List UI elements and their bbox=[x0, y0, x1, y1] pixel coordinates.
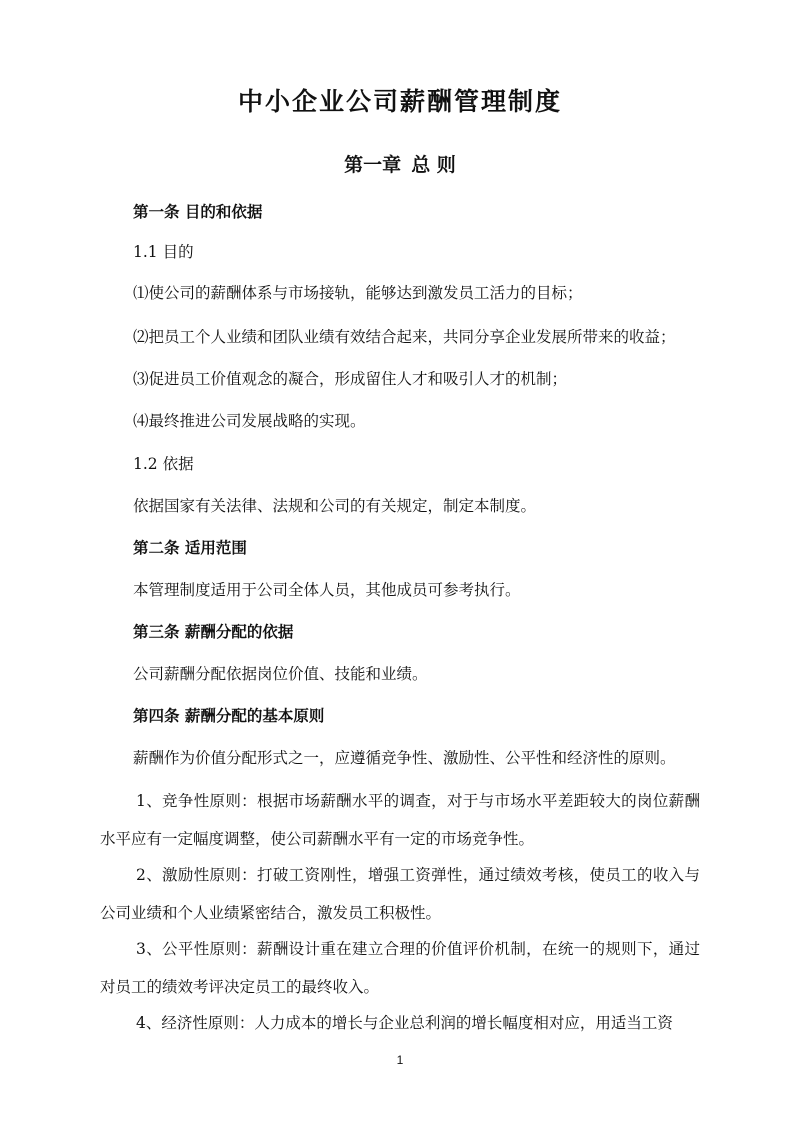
article1-item-3: ⑶促进员工价值观念的凝合，形成留住人才和吸引人才的机制； bbox=[133, 370, 568, 388]
article1-item-4: ⑷最终推进公司发展战略的实现。 bbox=[133, 412, 366, 430]
article4-intro: 薪酬作为价值分配形式之一，应遵循竞争性、激励性、公平性和经济性的原则。 bbox=[133, 749, 676, 767]
article3-text: 公司薪酬分配依据岗位价值、技能和业绩。 bbox=[133, 665, 428, 683]
article1-item-2: ⑵把员工个人业绩和团队业绩有效结合起来，共同分享企业发展所带来的收益； bbox=[133, 328, 676, 346]
article4-heading: 第四条 薪酬分配的基本原则 bbox=[133, 707, 325, 725]
principle-fairness: 3、公平性原则：薪酬设计重在建立合理的价值评价机制，在统一的规则下，通过对员工的绩效考评决定员工的最终收入。 bbox=[100, 940, 700, 996]
chapter-number: 第一章 bbox=[344, 154, 402, 176]
article2-text: 本管理制度适用于公司全体人员，其他成员可参考执行。 bbox=[133, 581, 521, 599]
principle-economy: 4、经济性原则：人力成本的增长与企业总利润的增长幅度相对应，用适当工资 bbox=[136, 1014, 673, 1032]
page-number: 1 bbox=[396, 1053, 404, 1067]
article1-heading: 第一条 目的和依据 bbox=[133, 203, 263, 221]
article2-heading: 第二条 适用范围 bbox=[133, 539, 247, 557]
article1-item-1: ⑴使公司的薪酬体系与市场接轨，能够达到激发员工活力的目标； bbox=[133, 284, 583, 302]
article3-heading: 第三条 薪酬分配的依据 bbox=[133, 623, 294, 641]
chapter-name: 总 则 bbox=[411, 154, 456, 176]
principle-incentive: 2、激励性原则：打破工资刚性，增强工资弹性，通过绩效考核，使员工的收入与公司业绩和个人业绩紧密结合，激发员工积极性。 bbox=[100, 866, 700, 922]
document-title: 中小企业公司薪酬管理制度 bbox=[237, 87, 562, 116]
article1-sub2-text: 依据国家有关法律、法规和公司的有关规定，制定本制度。 bbox=[133, 497, 537, 515]
article1-sub1-heading: 1.1 目的 bbox=[133, 243, 194, 261]
article1-sub2-heading: 1.2 依据 bbox=[133, 455, 194, 473]
chapter-heading bbox=[0, 150, 800, 177]
principle-competitive: 1、竞争性原则：根据市场薪酬水平的调查，对于与市场水平差距较大的岗位薪酬水平应有一定幅度调整，使公司薪酬水平有一定的市场竞争性。 bbox=[100, 792, 700, 848]
